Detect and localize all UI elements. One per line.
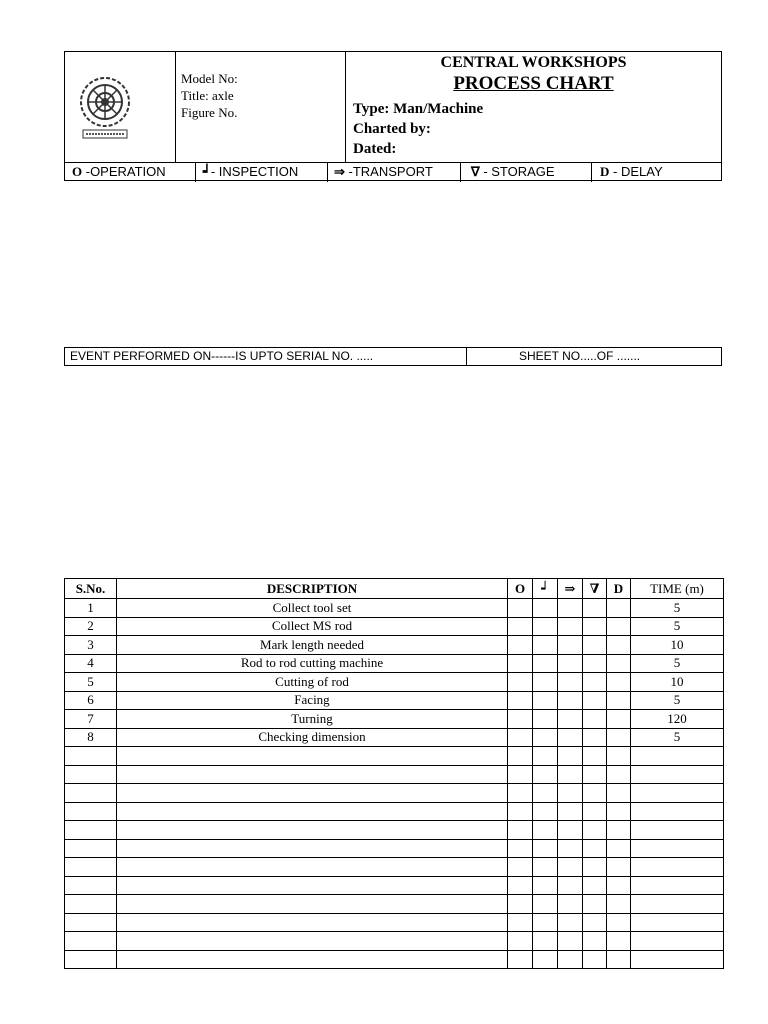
cell-delay	[607, 728, 631, 747]
col-time-header: TIME (m)	[631, 579, 724, 599]
cell-storage	[583, 784, 607, 803]
cell-sno: 3	[65, 636, 117, 655]
cell-time	[631, 765, 724, 784]
cell-storage	[583, 654, 607, 673]
cell-operation	[508, 765, 533, 784]
model-no-label: Model No:	[181, 71, 238, 86]
chart-title: PROCESS CHART	[453, 73, 614, 94]
cell-description	[117, 950, 508, 969]
cell-inspection	[533, 784, 558, 803]
cell-transport	[558, 747, 583, 766]
cell-storage	[583, 691, 607, 710]
col-inspection-header: ┙	[533, 579, 558, 599]
cell-description: Turning	[117, 710, 508, 729]
cell-description	[117, 839, 508, 858]
cell-operation	[508, 728, 533, 747]
cell-time	[631, 876, 724, 895]
cell-sno: 5	[65, 673, 117, 692]
table-row	[65, 673, 724, 692]
process-table	[64, 578, 724, 969]
figure-no-label: Figure No.	[181, 105, 238, 120]
cell-inspection	[533, 617, 558, 636]
cell-transport	[558, 821, 583, 840]
cell-sno	[65, 839, 117, 858]
inspection-symbol-icon: ┙	[203, 164, 211, 179]
table-row	[65, 765, 724, 784]
delay-symbol-icon: D	[600, 164, 610, 179]
cell-inspection	[533, 821, 558, 840]
cell-transport	[558, 710, 583, 729]
table-row	[65, 839, 724, 858]
cell-sno	[65, 784, 117, 803]
cell-operation	[508, 950, 533, 969]
table-row	[65, 876, 724, 895]
cell-description	[117, 913, 508, 932]
cell-storage	[583, 728, 607, 747]
cell-description: Mark length needed	[117, 636, 508, 655]
cell-operation	[508, 876, 533, 895]
charted-by-label: Charted by:	[353, 121, 431, 137]
legend-inspection	[196, 163, 328, 182]
event-bar	[64, 347, 722, 366]
cell-inspection	[533, 876, 558, 895]
cell-delay	[607, 617, 631, 636]
org-name: CENTRAL WORKSHOPS	[440, 54, 627, 71]
cell-sno	[65, 821, 117, 840]
cell-inspection	[533, 765, 558, 784]
title-label: Title: axle	[181, 88, 234, 103]
cell-storage	[583, 950, 607, 969]
cell-delay	[607, 747, 631, 766]
table-row	[65, 858, 724, 877]
cell-delay	[607, 784, 631, 803]
cell-delay	[607, 839, 631, 858]
cell-delay	[607, 895, 631, 914]
transport-symbol-icon: ⇒	[334, 164, 345, 179]
cell-description	[117, 802, 508, 821]
cell-delay	[607, 913, 631, 932]
cell-delay	[607, 691, 631, 710]
cell-storage	[583, 839, 607, 858]
cell-delay	[607, 932, 631, 951]
table-row	[65, 821, 724, 840]
legend-operation-label: -OPERATION	[82, 164, 166, 179]
cell-operation	[508, 839, 533, 858]
cell-time	[631, 839, 724, 858]
cell-inspection	[533, 913, 558, 932]
cell-time: 10	[631, 636, 724, 655]
cell-storage	[583, 710, 607, 729]
symbol-legend	[65, 162, 721, 181]
cell-transport	[558, 728, 583, 747]
cell-operation	[508, 636, 533, 655]
cell-inspection	[533, 839, 558, 858]
cell-description	[117, 765, 508, 784]
cell-sno: 4	[65, 654, 117, 673]
cell-storage	[583, 876, 607, 895]
cell-description: Collect tool set	[117, 599, 508, 618]
chart-header	[64, 51, 722, 181]
table-row	[65, 913, 724, 932]
cell-operation	[508, 617, 533, 636]
cell-sno: 7	[65, 710, 117, 729]
cell-storage	[583, 599, 607, 618]
cell-description: Rod to rod cutting machine	[117, 654, 508, 673]
cell-inspection	[533, 728, 558, 747]
cell-storage	[583, 673, 607, 692]
cell-description	[117, 932, 508, 951]
cell-operation	[508, 673, 533, 692]
institute-logo-icon	[75, 72, 135, 142]
cell-operation	[508, 821, 533, 840]
cell-inspection	[533, 895, 558, 914]
cell-inspection	[533, 636, 558, 655]
cell-sno	[65, 932, 117, 951]
cell-sno: 2	[65, 617, 117, 636]
cell-delay	[607, 802, 631, 821]
cell-storage	[583, 932, 607, 951]
cell-time	[631, 784, 724, 803]
legend-transport	[328, 163, 461, 182]
cell-storage	[583, 913, 607, 932]
cell-sno	[65, 747, 117, 766]
legend-inspection-label: - INSPECTION	[210, 164, 299, 179]
cell-inspection	[533, 691, 558, 710]
cell-storage	[583, 821, 607, 840]
cell-time: 5	[631, 728, 724, 747]
legend-storage-label: - STORAGE	[479, 164, 555, 179]
cell-description	[117, 784, 508, 803]
cell-inspection	[533, 802, 558, 821]
table-row	[65, 747, 724, 766]
cell-time: 5	[631, 599, 724, 618]
cell-inspection	[533, 932, 558, 951]
cell-description: Cutting of rod	[117, 673, 508, 692]
cell-operation	[508, 747, 533, 766]
cell-delay	[607, 654, 631, 673]
cell-storage	[583, 747, 607, 766]
cell-transport	[558, 895, 583, 914]
col-delay-header: D	[607, 579, 631, 599]
cell-inspection	[533, 599, 558, 618]
cell-delay	[607, 858, 631, 877]
cell-time: 5	[631, 654, 724, 673]
legend-delay-label: - DELAY	[609, 164, 663, 179]
cell-time: 5	[631, 691, 724, 710]
table-row	[65, 950, 724, 969]
cell-delay	[607, 636, 631, 655]
cell-operation	[508, 913, 533, 932]
cell-operation	[508, 599, 533, 618]
cell-operation	[508, 802, 533, 821]
cell-transport	[558, 691, 583, 710]
table-row	[65, 599, 724, 618]
col-description-header: DESCRIPTION	[117, 579, 508, 599]
cell-time	[631, 932, 724, 951]
cell-description	[117, 876, 508, 895]
cell-operation	[508, 654, 533, 673]
cell-time: 5	[631, 617, 724, 636]
cell-description	[117, 821, 508, 840]
cell-sno: 6	[65, 691, 117, 710]
cell-storage	[583, 858, 607, 877]
title-cell	[346, 52, 721, 163]
cell-time	[631, 821, 724, 840]
cell-operation	[508, 932, 533, 951]
cell-inspection	[533, 858, 558, 877]
cell-transport	[558, 599, 583, 618]
col-storage-header: ∇	[583, 579, 607, 599]
dated-label: Dated:	[353, 141, 397, 157]
cell-description	[117, 747, 508, 766]
cell-sno	[65, 876, 117, 895]
table-row	[65, 784, 724, 803]
cell-delay	[607, 876, 631, 895]
col-transport-header: ⇒	[558, 579, 583, 599]
logo-cell	[65, 52, 176, 163]
cell-transport	[558, 654, 583, 673]
cell-inspection	[533, 673, 558, 692]
cell-storage	[583, 617, 607, 636]
cell-description: Facing	[117, 691, 508, 710]
cell-operation	[508, 895, 533, 914]
cell-operation	[508, 784, 533, 803]
storage-symbol-icon: ∇	[471, 164, 480, 179]
cell-sno	[65, 895, 117, 914]
model-info-cell	[176, 52, 346, 163]
legend-delay	[592, 163, 721, 182]
cell-sno: 1	[65, 599, 117, 618]
cell-transport	[558, 950, 583, 969]
cell-delay	[607, 710, 631, 729]
cell-transport	[558, 765, 583, 784]
cell-transport	[558, 802, 583, 821]
cell-delay	[607, 673, 631, 692]
cell-transport	[558, 673, 583, 692]
cell-storage	[583, 802, 607, 821]
legend-transport-label: -TRANSPORT	[344, 164, 433, 179]
cell-transport	[558, 636, 583, 655]
table-row	[65, 728, 724, 747]
cell-time	[631, 802, 724, 821]
cell-time	[631, 747, 724, 766]
cell-inspection	[533, 950, 558, 969]
cell-transport	[558, 876, 583, 895]
table-row	[65, 691, 724, 710]
sheet-no-field: SHEET NO.....OF .......	[519, 349, 641, 363]
cell-inspection	[533, 747, 558, 766]
cell-time	[631, 913, 724, 932]
cell-inspection	[533, 710, 558, 729]
cell-time	[631, 950, 724, 969]
cell-time	[631, 895, 724, 914]
chart-meta	[353, 99, 483, 159]
cell-operation	[508, 691, 533, 710]
cell-delay	[607, 821, 631, 840]
cell-description	[117, 895, 508, 914]
table-row	[65, 617, 724, 636]
table-row	[65, 654, 724, 673]
legend-storage	[461, 163, 592, 182]
cell-transport	[558, 913, 583, 932]
cell-sno	[65, 913, 117, 932]
table-row	[65, 636, 724, 655]
table-row	[65, 802, 724, 821]
table-row	[65, 710, 724, 729]
col-sno-header: S.No.	[65, 579, 117, 599]
cell-description: Checking dimension	[117, 728, 508, 747]
cell-transport	[558, 617, 583, 636]
cell-time	[631, 858, 724, 877]
cell-time: 120	[631, 710, 724, 729]
cell-delay	[607, 599, 631, 618]
cell-time: 10	[631, 673, 724, 692]
cell-transport	[558, 839, 583, 858]
cell-inspection	[533, 654, 558, 673]
cell-sno	[65, 802, 117, 821]
table-row	[65, 895, 724, 914]
process-table-body	[65, 599, 724, 969]
cell-sno: 8	[65, 728, 117, 747]
cell-operation	[508, 710, 533, 729]
cell-delay	[607, 765, 631, 784]
cell-sno	[65, 765, 117, 784]
cell-transport	[558, 784, 583, 803]
table-header-row	[65, 579, 724, 599]
cell-transport	[558, 858, 583, 877]
cell-storage	[583, 765, 607, 784]
col-operation-header: O	[508, 579, 533, 599]
cell-delay	[607, 950, 631, 969]
operation-symbol-icon: O	[72, 164, 83, 179]
event-performed-field: EVENT PERFORMED ON------IS UPTO SERIAL NO. .....	[65, 348, 467, 365]
cell-sno	[65, 858, 117, 877]
cell-storage	[583, 636, 607, 655]
cell-description: Collect MS rod	[117, 617, 508, 636]
cell-transport	[558, 932, 583, 951]
type-label: Type: Man/Machine	[353, 101, 484, 117]
cell-operation	[508, 858, 533, 877]
cell-storage	[583, 895, 607, 914]
legend-operation	[65, 163, 196, 182]
cell-sno	[65, 950, 117, 969]
cell-description	[117, 858, 508, 877]
table-row	[65, 932, 724, 951]
